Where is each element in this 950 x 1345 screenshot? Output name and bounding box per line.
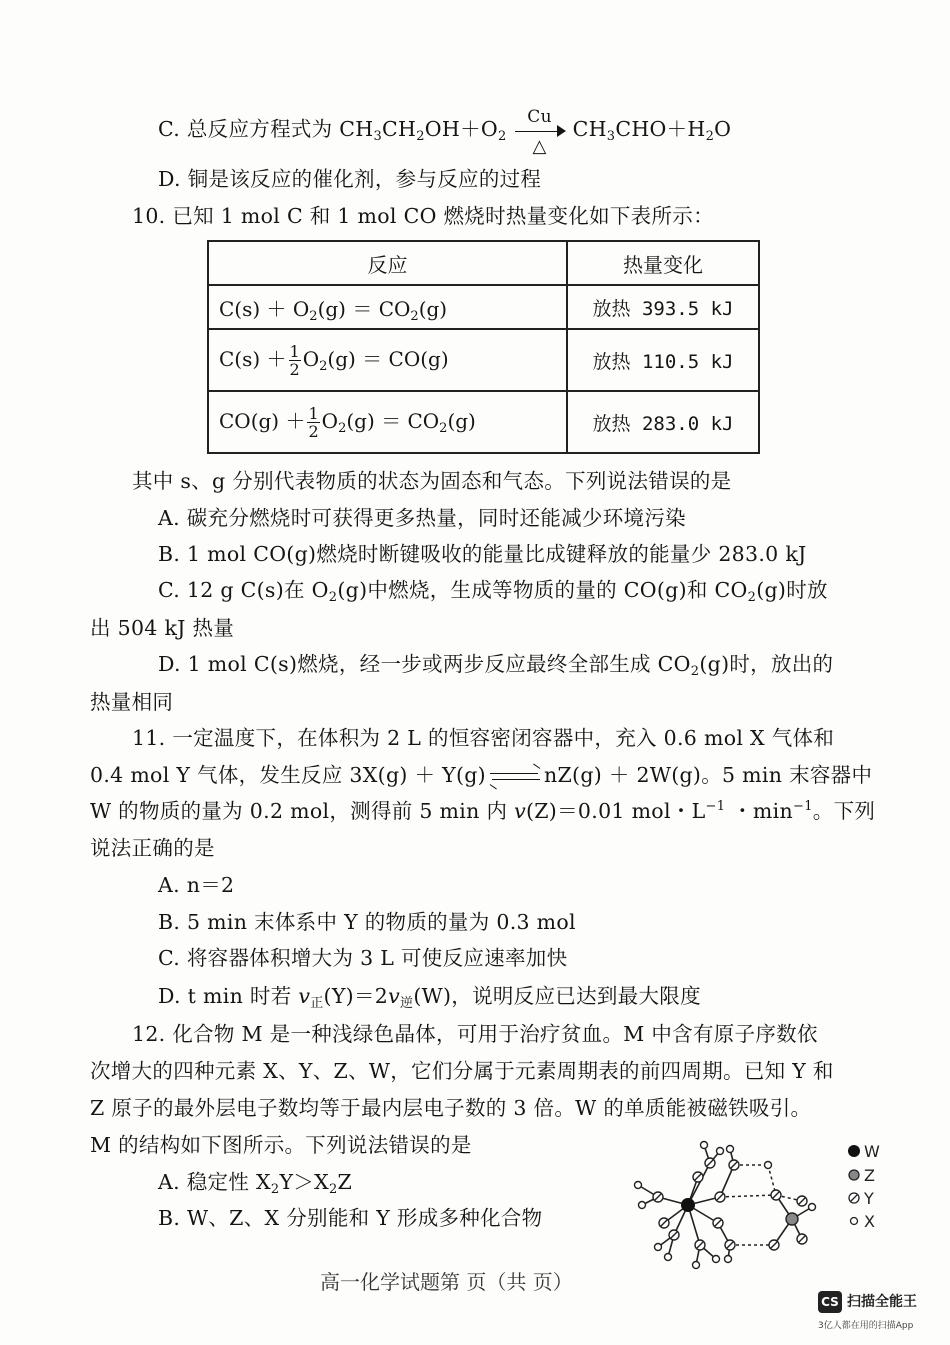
q11-option-a: A. n＝2 [158, 873, 235, 897]
reaction-arrow: Cu △ [513, 116, 567, 146]
q10-option-c-cont: 出 504 kJ 热量 [90, 616, 235, 640]
q10-stem: 10. 已知 1 mol C 和 1 mol CO 燃烧时热量变化如下表所示： [132, 204, 714, 228]
q11-stem-line3: W 的物质的量为 0.2 mol，测得前 5 min 内 v(Z)＝0.01 mol・$L^{-1}$ ・$\min^{-1}$。下列 [90, 799, 876, 823]
table-cell-heat: 放热 393.5 kJ [567, 285, 759, 329]
q9-option-c: C. 总反应方程式为 $CH_3CH_2OH+O_2$ Cu △ $CH_3CHO+H_2O$ [158, 106, 732, 157]
page-footer-partial: 高一化学试题第 页（共 页） [320, 1270, 573, 1294]
watermark-tagline: 3亿人都在用的扫描App [818, 1321, 914, 1331]
q10-option-a: A. 碳充分燃烧时可获得更多热量，同时还能减少环境污染 [158, 506, 686, 530]
q9-option-d: D. 铜是该反应的催化剂，参与反应的过程 [158, 167, 542, 191]
q10-option-b: B. 1 mol CO(g)燃烧时断键吸收的能量比成键释放的能量少 283.0 kJ [158, 542, 807, 566]
q12-option-b: B. W、Z、X 分别能和 Y 形成多种化合物 [158, 1206, 543, 1230]
q10-note: 其中 s、g 分别代表物质的状态为固态和气态。下列说法错误的是 [132, 469, 732, 493]
q11-option-d: D. t min 时若 $v_正(Y)=2v_逆(W)$，说明反应已达到最大限度 [158, 984, 701, 1011]
scanner-watermark [818, 1290, 938, 1330]
q12-stem-line1: 12. 化合物 M 是一种浅绿色晶体，可用于治疗贫血。M 中含有原子序数依 [132, 1022, 818, 1046]
table-header-reaction: 反应 [208, 241, 567, 285]
watermark-brand: 扫描全能王 [847, 1294, 917, 1310]
q11-option-b: B. 5 min 末体系中 Y 的物质的量为 0.3 mol [158, 910, 576, 934]
q10-option-d-cont: 热量相同 [90, 690, 174, 714]
q11-stem-line4: 说法正确的是 [90, 836, 215, 860]
legend-label-y: Y [864, 1189, 874, 1208]
q11-option-c: C. 将容器体积增大为 3 L 可使反应速率加快 [158, 946, 568, 970]
table-cell-reaction: C(s) ＋ $\frac{1}{2}$ $O_2(g) = CO(g)$ [208, 329, 567, 391]
q10-option-d: D. 1 mol C(s)燃烧，经一步或两步反应最终全部生成 $CO_2(g)$时，放出的 [158, 652, 834, 679]
q12-stem-line4: M 的结构如下图所示。下列说法错误的是 [90, 1133, 472, 1157]
heat-table [207, 240, 760, 454]
q12-stem-line3: Z 原子的最外层电子数均等于最内层电子数的 3 倍。W 的单质能被磁铁吸引。 [90, 1096, 812, 1120]
camscanner-logo-icon: CS [818, 1291, 842, 1313]
q11-stem-line1: 11. 一定温度下，在体积为 2 L 的恒容密闭容器中，充入 0.6 mol X 气体和 [132, 726, 835, 750]
structure-diagram [626, 1135, 891, 1275]
q12-stem-line2: 次增大的四种元素 X、Y、Z、W，它们分属于元素周期表的前四周期。已知 Y 和 [90, 1059, 834, 1083]
table-cell-heat: 放热 110.5 kJ [567, 329, 759, 391]
legend-label-x: X [864, 1212, 875, 1231]
q11-stem-line2: 0.4 mol Y 气体，发生反应 3X(g) ＋ Y(g) nZ(g) ＋ 2W(g)。5 min 末容器中 [90, 763, 873, 787]
q10-option-c: C. 12 g C(s)在 $O_2(g)$中燃烧，生成等物质的量的 CO(g)和 $CO_2(g)$时放 [158, 578, 828, 605]
equilibrium-arrow [490, 770, 540, 784]
fraction: $\frac{1}{2}$ [289, 341, 300, 379]
table-cell-heat: 放热 283.0 kJ [567, 391, 759, 453]
table-header-heat: 热量变化 [567, 241, 759, 285]
table-cell-reaction: CO(g) ＋ $\frac{1}{2}$ $O_2(g) = CO_2(g)$ [208, 391, 567, 453]
legend-label-z: Z [864, 1166, 875, 1185]
table-cell-reaction: $C(s) + O_2(g) = CO_2(g)$ [208, 285, 567, 329]
legend-label-w: W [864, 1142, 880, 1161]
fraction: $\frac{1}{2}$ [308, 403, 319, 441]
q12-option-a: A. 稳定性 $X_2Y>X_2Z$ [158, 1170, 353, 1197]
